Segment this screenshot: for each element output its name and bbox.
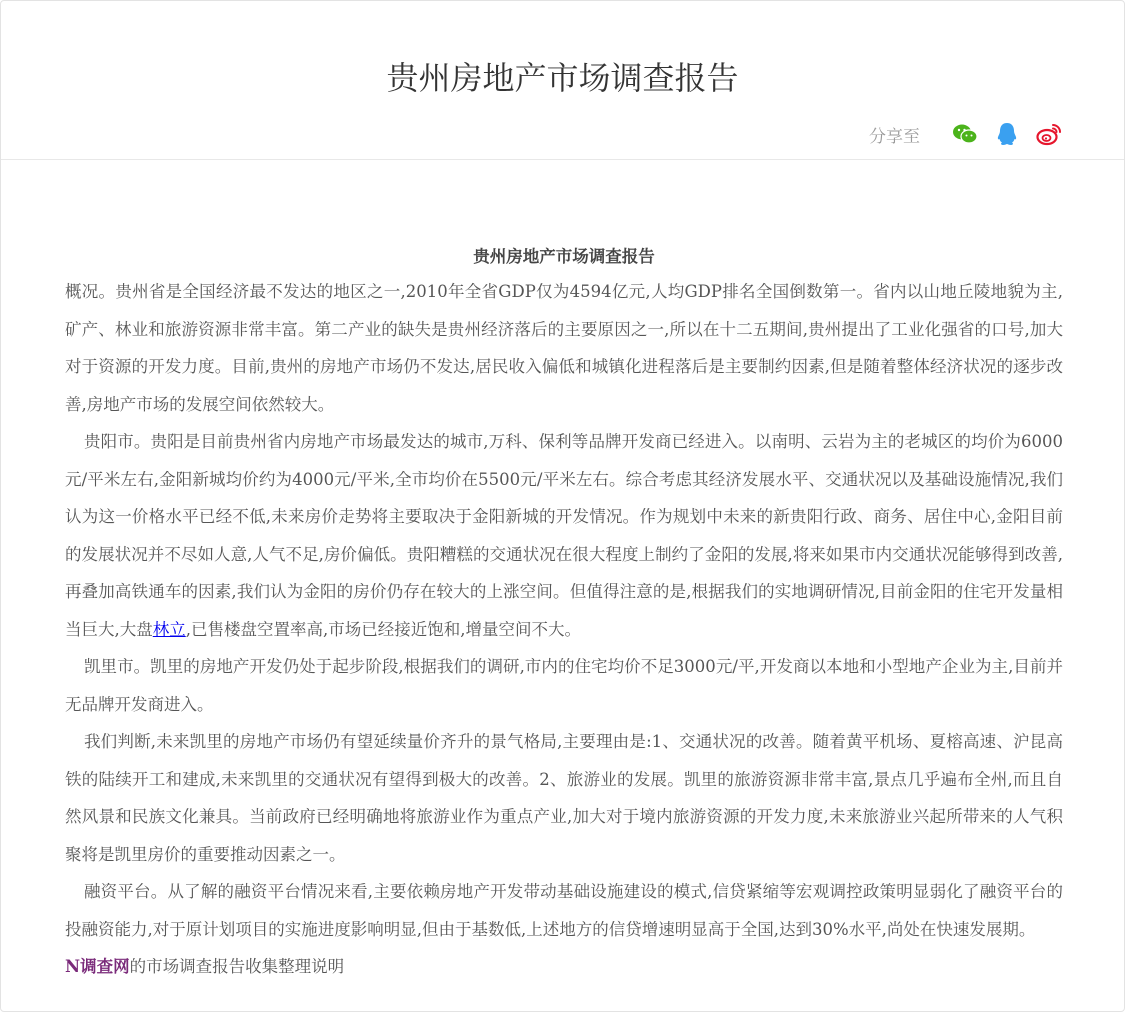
- paragraph-kaili-outlook: 我们判断,未来凯里的房地产市场仍有望延续量价齐升的景气格局,主要理由是:1、交通状况的改善。随着黄平机场、夏榕高速、沪昆高铁的陆续开工和建成,未来凯里的交通状况有望得到极大的改善。2、旅游业的发展。凯里的旅游资源非常丰富,景点几乎遍布全州,而且自然风景和民族文化兼具。当前政府已经明确地将旅游业作为重点产业,加大对于境内旅游资源的开发力度,未来旅游业兴起所带来的人气积聚将是凯里房价的重要推动因素之一。: [65, 732, 1063, 864]
- paragraph-kaili: 凯里市。凯里的房地产开发仍处于起步阶段,根据我们的调研,市内的住宅均价不足3000元/平,开发商以本地和小型地产企业为主,目前并无品牌开发商进入。: [65, 657, 1063, 714]
- paragraph-overview: 概况。贵州省是全国经济最不发达的地区之一,2010年全省GDP仅为4594亿元,人均GDP排名全国倒数第一。省内以山地丘陵地貌为主,矿产、林业和旅游资源非常丰富。第二产业的缺失是贵州经济落后的主要原因之一,所以在十二五期间,贵州提出了工业化强省的口号,加大对于资源的开发力度。目前,贵州的房地产市场仍不发达,居民收入偏低和城镇化进程落后是主要制约因素,但是随着整体经济状况的逐步改善,房地产市场的发展空间依然较大。: [65, 282, 1063, 414]
- qq-icon[interactable]: [994, 121, 1020, 147]
- linli-link[interactable]: 林立: [152, 619, 186, 639]
- share-bar: [869, 121, 1062, 147]
- article-heading: 贵州房地产市场调查报告: [473, 247, 655, 266]
- source-note-highlight: N调查网: [65, 957, 130, 976]
- paragraph-guiyang-tail: ,已售楼盘空置率高,市场已经接近饱和,增量空间不大。: [185, 619, 581, 639]
- share-label: 分享至: [869, 126, 920, 147]
- article-body: [65, 241, 1063, 986]
- weibo-icon[interactable]: [1036, 121, 1062, 147]
- paragraph-financing: 融资平台。从了解的融资平台情况来看,主要依赖房地产开发带动基础设施建设的模式,信贷紧缩等宏观调控政策明显弱化了融资平台的投融资能力,对于原计划项目的实施进度影响明显,但由于基数低,上述地方的信贷增速明显高于全国,达到30%水平,尚处在快速发展期。: [65, 882, 1063, 939]
- article-header: [1, 1, 1124, 160]
- page-title: 贵州房地产市场调查报告: [386, 59, 739, 97]
- source-note-text: 的市场调查报告收集整理说明: [129, 957, 345, 976]
- paragraph-guiyang-text: 贵阳市。贵阳是目前贵州省内房地产市场最发达的城市,万科、保利等品牌开发商已经进入。以南明、云岩为主的老城区的均价为6000元/平米左右,金阳新城均价约为4000元/平米,全市均价在5500元/平米左右。综合考虑其经济发展水平、交通状况以及基础设施情况,我们认为这一价格水平已经不低,未来房价走势将主要取决于金阳新城的开发情况。作为规划中未来的新贵阳行政、商务、居住中心,金阳目前的发展状况并不尽如人意,人气不足,房价偏低。贵阳糟糕的交通状况在很大程度上制约了金阳的发展,将来如果市内交通状况能够得到改善,再叠加高铁通车的因素,我们认为金阳的房价仍存在较大的上涨空间。但值得注意的是,根据我们的实地调研情况,目前金阳的住宅开发量相当巨大,大盘: [65, 432, 1063, 639]
- wechat-icon[interactable]: [952, 121, 978, 147]
- source-note: [65, 948, 1063, 986]
- paragraph-guiyang: [65, 423, 1063, 648]
